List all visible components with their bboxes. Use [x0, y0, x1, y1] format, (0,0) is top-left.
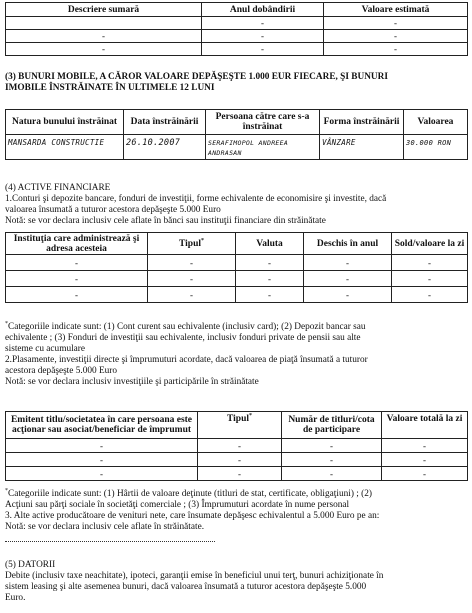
section4-p1: 1.Conturi şi depozite bancare, fonduri de investiţii, forme echivalente de economisire şi investite, dacă [5, 194, 387, 204]
col-header-total-value: Valoare totală la zi [382, 412, 468, 439]
investments-table [5, 411, 468, 481]
col-header-shares: Număr de titluri/cota de participare [282, 412, 382, 439]
categories-note-2: *Categoriile indicate sunt: (1) Hârtii de valoare deţinute (titluri de stat, certificate, obligaţiuni) ; (2) [5, 487, 372, 499]
col-header-nature: Natura bunului înstrăinat [6, 110, 124, 135]
col-header-institution: Instituţia care administrează şi adresa acesteia [6, 233, 148, 255]
table-row: - - - - [6, 439, 468, 453]
table-row: - - - - - [6, 271, 468, 287]
col-header-issuer: Emitent titlu/societatea în care persoana este acţionar sau asociat/beneficiar de împrumut [6, 412, 198, 439]
dotted-separator [5, 541, 215, 542]
bank-accounts-table [5, 232, 468, 303]
table-row: - - - - - [6, 255, 468, 271]
alienated-assets-table [5, 109, 468, 160]
table-row: - - - - [6, 467, 468, 481]
col-header-person: Persoana către care s-a înstrăinat [206, 110, 320, 135]
section4-p2-cont: acestora depăşeşte 5.000 Euro [5, 366, 118, 376]
section4-title: (4) ACTIVE FINANCIARE [5, 183, 111, 193]
col-header-amount: Valoarea [404, 110, 468, 135]
col-header-opened: Deschis în anul [304, 233, 392, 255]
table-row: - - - - - [6, 287, 468, 303]
categories-note-2-cont: Acţiuni sau părţi sociale în societăţi comerciale ; (3) Împrumuturi acordate în nume personal [5, 500, 350, 510]
table-row: - - - [6, 43, 468, 56]
real-estate-table [5, 2, 468, 56]
col-header-form: Forma înstrăinării [320, 110, 404, 135]
col-header-currency: Valuta [236, 233, 304, 255]
table-row: MANSARDA CONSTRUCTIE 26.10.2007 SERAFIMOPOL ANDREEA ANDRASAN VÂNZARE 30.000 RON [6, 135, 468, 160]
categories-note-1-end: sisteme cu acumulare [5, 344, 86, 354]
section5-p: Debite (inclusiv taxe neachitate), ipoteci, garanţii emise în beneficiul unui terţ, bunuri achiziţionate în [5, 571, 384, 581]
section4-note2: Notă: se vor declara inclusiv investiţiile şi participările în străinătate [5, 377, 259, 387]
section5-p-cont: sistem leasing şi alte asemenea bunuri, dacă valoarea însumată a tuturor acestora depăşeşte 5.000 [5, 582, 367, 592]
col-header-balance: Sold/valoare la zi [392, 233, 468, 255]
section4-p2: 2.Plasamente, investiţii directe şi împrumuturi acordate, dacă valoarea de piaţă însumată a tuturor [5, 355, 368, 365]
section4-note3: Notă: se vor declara inclusiv cele aflate în străinătate. [5, 522, 205, 532]
section3-title-cont: IMOBILE ÎNSTRĂINATE ÎN ULTIMELE 12 LUNI [5, 83, 215, 93]
section4-p3: 3. Alte active producătoare de venituri nete, care însumate depăşesc echivalentul a 5.000 Euro pe an: [5, 511, 380, 521]
col-header-date: Data înstrăinării [124, 110, 206, 135]
section3-title: (3) BUNURI MOBILE, A CĂROR VALOARE DEPĂŞEŞTE 1.000 EUR FIECARE, ŞI BUNURI [5, 72, 388, 82]
col-header-description: Descriere sumară [6, 3, 202, 17]
section5-title: (5) DATORII [5, 560, 56, 570]
col-header-type: Tipul* [148, 233, 236, 255]
table-row: - - [6, 17, 468, 30]
section4-p1-cont: valoarea însumată a tuturor acestora depăşeşte 5.000 Euro [5, 205, 221, 215]
categories-note-1-cont: echivalente ; (3) Fonduri de investiţii sau echivalente, inclusiv fonduri private de pensii sau alte [5, 333, 361, 343]
col-header-inv-type: Tipul* [198, 412, 282, 439]
col-header-value: Valoare estimată [324, 3, 468, 17]
categories-note-1: *Categoriile indicate sunt: (1) Cont curent sau echivalente (inclusiv card); (2) Depozit bancar sau [5, 320, 366, 332]
table-row: - - - - [6, 453, 468, 467]
section5-p-end: Euro. [5, 593, 26, 603]
col-header-year: Anul dobândirii [202, 3, 324, 17]
table-row: - - - [6, 30, 468, 43]
section4-note1: Notă: se vor declara inclusiv cele aflate în bănci sau instituţii financiare din străinătate [5, 216, 326, 226]
